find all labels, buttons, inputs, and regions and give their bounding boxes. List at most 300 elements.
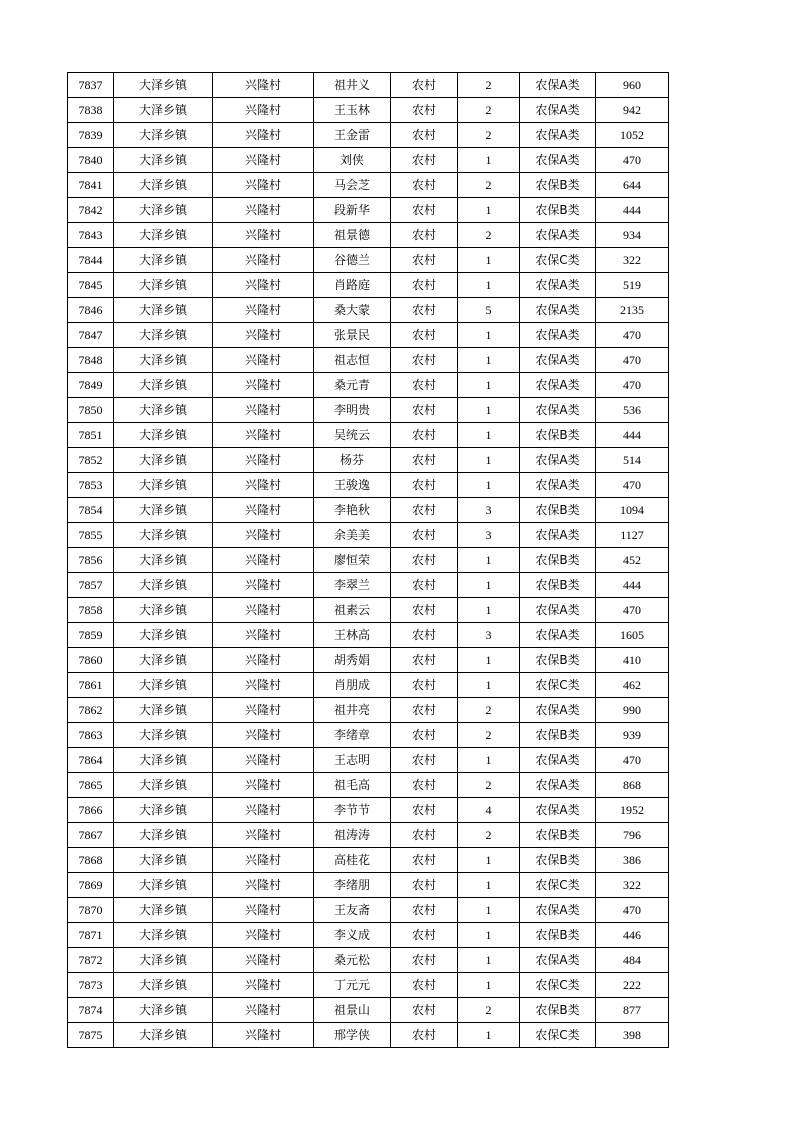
person-name-cell: 祖井义 xyxy=(314,73,391,98)
row-number-cell: 7850 xyxy=(68,398,114,423)
township-cell: 大泽乡镇 xyxy=(114,73,213,98)
row-number-cell: 7856 xyxy=(68,548,114,573)
person-name-cell: 李翠兰 xyxy=(314,573,391,598)
township-cell: 大泽乡镇 xyxy=(114,123,213,148)
township-cell: 大泽乡镇 xyxy=(114,923,213,948)
person-name-cell: 高桂花 xyxy=(314,848,391,873)
insurance-category-cell: 农保B类 xyxy=(520,173,596,198)
amount-cell: 942 xyxy=(596,98,669,123)
insurance-category-cell: 农保B类 xyxy=(520,498,596,523)
insurance-category-cell: 农保C类 xyxy=(520,873,596,898)
township-cell: 大泽乡镇 xyxy=(114,473,213,498)
row-number-cell: 7866 xyxy=(68,798,114,823)
person-name-cell: 祖志恒 xyxy=(314,348,391,373)
household-count-cell: 4 xyxy=(458,798,520,823)
village-cell: 兴隆村 xyxy=(213,623,314,648)
residence-type-cell: 农村 xyxy=(391,123,458,148)
household-count-cell: 3 xyxy=(458,623,520,648)
household-count-cell: 2 xyxy=(458,73,520,98)
table-row xyxy=(68,873,669,898)
table-row xyxy=(68,973,669,998)
table-row xyxy=(68,298,669,323)
person-name-cell: 祖毛高 xyxy=(314,773,391,798)
village-cell: 兴隆村 xyxy=(213,273,314,298)
household-count-cell: 1 xyxy=(458,473,520,498)
residence-type-cell: 农村 xyxy=(391,723,458,748)
table-row xyxy=(68,148,669,173)
township-cell: 大泽乡镇 xyxy=(114,798,213,823)
row-number-cell: 7861 xyxy=(68,673,114,698)
amount-cell: 1952 xyxy=(596,798,669,823)
person-name-cell: 杨芬 xyxy=(314,448,391,473)
township-cell: 大泽乡镇 xyxy=(114,198,213,223)
household-count-cell: 1 xyxy=(458,873,520,898)
person-name-cell: 刘侠 xyxy=(314,148,391,173)
residence-type-cell: 农村 xyxy=(391,473,458,498)
table-row xyxy=(68,673,669,698)
row-number-cell: 7849 xyxy=(68,373,114,398)
insurance-category-cell: 农保A类 xyxy=(520,98,596,123)
amount-cell: 446 xyxy=(596,923,669,948)
household-count-cell: 1 xyxy=(458,1023,520,1048)
residence-type-cell: 农村 xyxy=(391,398,458,423)
township-cell: 大泽乡镇 xyxy=(114,323,213,348)
insurance-category-cell: 农保A类 xyxy=(520,598,596,623)
table-row xyxy=(68,723,669,748)
residence-type-cell: 农村 xyxy=(391,523,458,548)
township-cell: 大泽乡镇 xyxy=(114,523,213,548)
household-count-cell: 1 xyxy=(458,923,520,948)
township-cell: 大泽乡镇 xyxy=(114,873,213,898)
amount-cell: 1094 xyxy=(596,498,669,523)
insurance-category-cell: 农保B类 xyxy=(520,573,596,598)
amount-cell: 1127 xyxy=(596,523,669,548)
insurance-category-cell: 农保B类 xyxy=(520,923,596,948)
roster-body xyxy=(68,73,669,1048)
village-cell: 兴隆村 xyxy=(213,873,314,898)
table-row xyxy=(68,823,669,848)
row-number-cell: 7846 xyxy=(68,298,114,323)
household-count-cell: 1 xyxy=(458,573,520,598)
residence-type-cell: 农村 xyxy=(391,348,458,373)
person-name-cell: 桑元青 xyxy=(314,373,391,398)
amount-cell: 514 xyxy=(596,448,669,473)
residence-type-cell: 农村 xyxy=(391,1023,458,1048)
village-cell: 兴隆村 xyxy=(213,98,314,123)
household-count-cell: 2 xyxy=(458,723,520,748)
amount-cell: 470 xyxy=(596,148,669,173)
household-count-cell: 5 xyxy=(458,298,520,323)
village-cell: 兴隆村 xyxy=(213,573,314,598)
person-name-cell: 肖朋成 xyxy=(314,673,391,698)
insurance-category-cell: 农保C类 xyxy=(520,673,596,698)
insurance-category-cell: 农保A类 xyxy=(520,398,596,423)
amount-cell: 877 xyxy=(596,998,669,1023)
row-number-cell: 7870 xyxy=(68,898,114,923)
residence-type-cell: 农村 xyxy=(391,923,458,948)
row-number-cell: 7872 xyxy=(68,948,114,973)
amount-cell: 452 xyxy=(596,548,669,573)
insurance-category-cell: 农保A类 xyxy=(520,898,596,923)
person-name-cell: 廖恒荣 xyxy=(314,548,391,573)
person-name-cell: 王林高 xyxy=(314,623,391,648)
household-count-cell: 1 xyxy=(458,273,520,298)
amount-cell: 444 xyxy=(596,573,669,598)
township-cell: 大泽乡镇 xyxy=(114,398,213,423)
row-number-cell: 7843 xyxy=(68,223,114,248)
household-count-cell: 1 xyxy=(458,348,520,373)
person-name-cell: 李绪朋 xyxy=(314,873,391,898)
person-name-cell: 胡秀娟 xyxy=(314,648,391,673)
insurance-category-cell: 农保A类 xyxy=(520,948,596,973)
row-number-cell: 7845 xyxy=(68,273,114,298)
residence-type-cell: 农村 xyxy=(391,198,458,223)
residence-type-cell: 农村 xyxy=(391,598,458,623)
household-count-cell: 1 xyxy=(458,248,520,273)
amount-cell: 644 xyxy=(596,173,669,198)
table-row xyxy=(68,748,669,773)
village-cell: 兴隆村 xyxy=(213,698,314,723)
township-cell: 大泽乡镇 xyxy=(114,648,213,673)
insurance-category-cell: 农保A类 xyxy=(520,273,596,298)
village-cell: 兴隆村 xyxy=(213,248,314,273)
insurance-category-cell: 农保A类 xyxy=(520,523,596,548)
table-row xyxy=(68,923,669,948)
household-count-cell: 1 xyxy=(458,448,520,473)
person-name-cell: 李艳秋 xyxy=(314,498,391,523)
table-row xyxy=(68,648,669,673)
village-cell: 兴隆村 xyxy=(213,323,314,348)
person-name-cell: 张景民 xyxy=(314,323,391,348)
row-number-cell: 7840 xyxy=(68,148,114,173)
table-row xyxy=(68,448,669,473)
row-number-cell: 7868 xyxy=(68,848,114,873)
person-name-cell: 祖景德 xyxy=(314,223,391,248)
township-cell: 大泽乡镇 xyxy=(114,698,213,723)
table-row xyxy=(68,798,669,823)
household-count-cell: 1 xyxy=(458,423,520,448)
village-cell: 兴隆村 xyxy=(213,598,314,623)
insurance-category-cell: 农保A类 xyxy=(520,748,596,773)
household-count-cell: 3 xyxy=(458,523,520,548)
township-cell: 大泽乡镇 xyxy=(114,173,213,198)
township-cell: 大泽乡镇 xyxy=(114,823,213,848)
village-cell: 兴隆村 xyxy=(213,373,314,398)
person-name-cell: 吴统云 xyxy=(314,423,391,448)
township-cell: 大泽乡镇 xyxy=(114,748,213,773)
person-name-cell: 邢学侠 xyxy=(314,1023,391,1048)
person-name-cell: 王友斋 xyxy=(314,898,391,923)
township-cell: 大泽乡镇 xyxy=(114,248,213,273)
amount-cell: 470 xyxy=(596,373,669,398)
table-row xyxy=(68,623,669,648)
insurance-category-cell: 农保A类 xyxy=(520,148,596,173)
table-row xyxy=(68,373,669,398)
insurance-category-cell: 农保A类 xyxy=(520,73,596,98)
table-row xyxy=(68,1023,669,1048)
township-cell: 大泽乡镇 xyxy=(114,573,213,598)
amount-cell: 462 xyxy=(596,673,669,698)
village-cell: 兴隆村 xyxy=(213,448,314,473)
township-cell: 大泽乡镇 xyxy=(114,348,213,373)
village-cell: 兴隆村 xyxy=(213,498,314,523)
row-number-cell: 7871 xyxy=(68,923,114,948)
township-cell: 大泽乡镇 xyxy=(114,723,213,748)
row-number-cell: 7851 xyxy=(68,423,114,448)
household-count-cell: 1 xyxy=(458,548,520,573)
amount-cell: 322 xyxy=(596,248,669,273)
household-count-cell: 2 xyxy=(458,223,520,248)
table-row xyxy=(68,348,669,373)
insurance-category-cell: 农保A类 xyxy=(520,223,596,248)
household-count-cell: 1 xyxy=(458,898,520,923)
row-number-cell: 7838 xyxy=(68,98,114,123)
row-number-cell: 7839 xyxy=(68,123,114,148)
township-cell: 大泽乡镇 xyxy=(114,548,213,573)
table-row xyxy=(68,198,669,223)
village-cell: 兴隆村 xyxy=(213,548,314,573)
row-number-cell: 7862 xyxy=(68,698,114,723)
person-name-cell: 谷德兰 xyxy=(314,248,391,273)
row-number-cell: 7873 xyxy=(68,973,114,998)
amount-cell: 960 xyxy=(596,73,669,98)
amount-cell: 536 xyxy=(596,398,669,423)
person-name-cell: 祖素云 xyxy=(314,598,391,623)
row-number-cell: 7848 xyxy=(68,348,114,373)
amount-cell: 939 xyxy=(596,723,669,748)
row-number-cell: 7867 xyxy=(68,823,114,848)
table-row xyxy=(68,548,669,573)
township-cell: 大泽乡镇 xyxy=(114,298,213,323)
residence-type-cell: 农村 xyxy=(391,323,458,348)
residence-type-cell: 农村 xyxy=(391,873,458,898)
person-name-cell: 桑元松 xyxy=(314,948,391,973)
row-number-cell: 7853 xyxy=(68,473,114,498)
township-cell: 大泽乡镇 xyxy=(114,223,213,248)
table-row xyxy=(68,998,669,1023)
person-name-cell: 桑大蒙 xyxy=(314,298,391,323)
amount-cell: 470 xyxy=(596,748,669,773)
person-name-cell: 段新华 xyxy=(314,198,391,223)
row-number-cell: 7855 xyxy=(68,523,114,548)
household-count-cell: 1 xyxy=(458,748,520,773)
row-number-cell: 7842 xyxy=(68,198,114,223)
residence-type-cell: 农村 xyxy=(391,373,458,398)
person-name-cell: 李义成 xyxy=(314,923,391,948)
insurance-category-cell: 农保A类 xyxy=(520,448,596,473)
insurance-category-cell: 农保B类 xyxy=(520,548,596,573)
township-cell: 大泽乡镇 xyxy=(114,1023,213,1048)
row-number-cell: 7864 xyxy=(68,748,114,773)
table-row xyxy=(68,598,669,623)
residence-type-cell: 农村 xyxy=(391,173,458,198)
township-cell: 大泽乡镇 xyxy=(114,373,213,398)
township-cell: 大泽乡镇 xyxy=(114,898,213,923)
household-count-cell: 1 xyxy=(458,848,520,873)
person-name-cell: 余美美 xyxy=(314,523,391,548)
amount-cell: 386 xyxy=(596,848,669,873)
insurance-category-cell: 农保A类 xyxy=(520,348,596,373)
insurance-category-cell: 农保A类 xyxy=(520,623,596,648)
person-name-cell: 丁元元 xyxy=(314,973,391,998)
residence-type-cell: 农村 xyxy=(391,823,458,848)
amount-cell: 519 xyxy=(596,273,669,298)
residence-type-cell: 农村 xyxy=(391,548,458,573)
village-cell: 兴隆村 xyxy=(213,723,314,748)
insurance-category-cell: 农保B类 xyxy=(520,648,596,673)
insurance-category-cell: 农保B类 xyxy=(520,423,596,448)
table-row xyxy=(68,498,669,523)
amount-cell: 398 xyxy=(596,1023,669,1048)
residence-type-cell: 农村 xyxy=(391,573,458,598)
insurance-category-cell: 农保C类 xyxy=(520,973,596,998)
residence-type-cell: 农村 xyxy=(391,448,458,473)
household-count-cell: 2 xyxy=(458,773,520,798)
township-cell: 大泽乡镇 xyxy=(114,973,213,998)
residence-type-cell: 农村 xyxy=(391,798,458,823)
table-row xyxy=(68,98,669,123)
person-name-cell: 王金雷 xyxy=(314,123,391,148)
table-row xyxy=(68,273,669,298)
row-number-cell: 7852 xyxy=(68,448,114,473)
person-name-cell: 王志明 xyxy=(314,748,391,773)
amount-cell: 1052 xyxy=(596,123,669,148)
row-number-cell: 7854 xyxy=(68,498,114,523)
village-cell: 兴隆村 xyxy=(213,798,314,823)
insurance-category-cell: 农保B类 xyxy=(520,848,596,873)
row-number-cell: 7858 xyxy=(68,598,114,623)
amount-cell: 470 xyxy=(596,348,669,373)
village-cell: 兴隆村 xyxy=(213,773,314,798)
row-number-cell: 7869 xyxy=(68,873,114,898)
household-count-cell: 2 xyxy=(458,173,520,198)
row-number-cell: 7841 xyxy=(68,173,114,198)
household-count-cell: 1 xyxy=(458,198,520,223)
row-number-cell: 7874 xyxy=(68,998,114,1023)
amount-cell: 410 xyxy=(596,648,669,673)
township-cell: 大泽乡镇 xyxy=(114,148,213,173)
row-number-cell: 7859 xyxy=(68,623,114,648)
residence-type-cell: 农村 xyxy=(391,273,458,298)
household-count-cell: 1 xyxy=(458,973,520,998)
insurance-category-cell: 农保A类 xyxy=(520,323,596,348)
residence-type-cell: 农村 xyxy=(391,623,458,648)
township-cell: 大泽乡镇 xyxy=(114,498,213,523)
household-count-cell: 2 xyxy=(458,123,520,148)
table-row xyxy=(68,698,669,723)
table-row xyxy=(68,73,669,98)
residence-type-cell: 农村 xyxy=(391,498,458,523)
residence-type-cell: 农村 xyxy=(391,223,458,248)
amount-cell: 444 xyxy=(596,423,669,448)
amount-cell: 444 xyxy=(596,198,669,223)
residence-type-cell: 农村 xyxy=(391,673,458,698)
row-number-cell: 7837 xyxy=(68,73,114,98)
residence-type-cell: 农村 xyxy=(391,298,458,323)
insurance-category-cell: 农保B类 xyxy=(520,723,596,748)
household-count-cell: 2 xyxy=(458,698,520,723)
residence-type-cell: 农村 xyxy=(391,948,458,973)
township-cell: 大泽乡镇 xyxy=(114,773,213,798)
amount-cell: 470 xyxy=(596,473,669,498)
village-cell: 兴隆村 xyxy=(213,173,314,198)
table-row xyxy=(68,948,669,973)
row-number-cell: 7857 xyxy=(68,573,114,598)
residence-type-cell: 农村 xyxy=(391,973,458,998)
insurance-category-cell: 农保A类 xyxy=(520,798,596,823)
insurance-category-cell: 农保C类 xyxy=(520,1023,596,1048)
person-name-cell: 祖井亮 xyxy=(314,698,391,723)
row-number-cell: 7863 xyxy=(68,723,114,748)
row-number-cell: 7860 xyxy=(68,648,114,673)
township-cell: 大泽乡镇 xyxy=(114,98,213,123)
village-cell: 兴隆村 xyxy=(213,1023,314,1048)
amount-cell: 868 xyxy=(596,773,669,798)
row-number-cell: 7865 xyxy=(68,773,114,798)
amount-cell: 796 xyxy=(596,823,669,848)
township-cell: 大泽乡镇 xyxy=(114,273,213,298)
household-count-cell: 1 xyxy=(458,598,520,623)
table-row xyxy=(68,223,669,248)
person-name-cell: 肖路庭 xyxy=(314,273,391,298)
residence-type-cell: 农村 xyxy=(391,423,458,448)
household-count-cell: 3 xyxy=(458,498,520,523)
amount-cell: 322 xyxy=(596,873,669,898)
row-number-cell: 7847 xyxy=(68,323,114,348)
village-cell: 兴隆村 xyxy=(213,298,314,323)
village-cell: 兴隆村 xyxy=(213,523,314,548)
person-name-cell: 王骏逸 xyxy=(314,473,391,498)
person-name-cell: 马会芝 xyxy=(314,173,391,198)
village-cell: 兴隆村 xyxy=(213,998,314,1023)
township-cell: 大泽乡镇 xyxy=(114,623,213,648)
household-count-cell: 1 xyxy=(458,148,520,173)
township-cell: 大泽乡镇 xyxy=(114,423,213,448)
village-cell: 兴隆村 xyxy=(213,123,314,148)
person-name-cell: 祖涛涛 xyxy=(314,823,391,848)
amount-cell: 1605 xyxy=(596,623,669,648)
village-cell: 兴隆村 xyxy=(213,648,314,673)
residence-type-cell: 农村 xyxy=(391,898,458,923)
village-cell: 兴隆村 xyxy=(213,823,314,848)
table-row xyxy=(68,773,669,798)
insurance-category-cell: 农保B类 xyxy=(520,198,596,223)
amount-cell: 990 xyxy=(596,698,669,723)
household-count-cell: 1 xyxy=(458,673,520,698)
household-count-cell: 2 xyxy=(458,98,520,123)
insurance-category-cell: 农保B类 xyxy=(520,998,596,1023)
village-cell: 兴隆村 xyxy=(213,948,314,973)
table-row xyxy=(68,423,669,448)
insurance-category-cell: 农保A类 xyxy=(520,773,596,798)
village-cell: 兴隆村 xyxy=(213,198,314,223)
amount-cell: 484 xyxy=(596,948,669,973)
amount-cell: 222 xyxy=(596,973,669,998)
township-cell: 大泽乡镇 xyxy=(114,848,213,873)
village-cell: 兴隆村 xyxy=(213,73,314,98)
village-cell: 兴隆村 xyxy=(213,423,314,448)
residence-type-cell: 农村 xyxy=(391,748,458,773)
residence-type-cell: 农村 xyxy=(391,998,458,1023)
table-row xyxy=(68,573,669,598)
residence-type-cell: 农村 xyxy=(391,698,458,723)
village-cell: 兴隆村 xyxy=(213,923,314,948)
person-name-cell: 王玉林 xyxy=(314,98,391,123)
insurance-category-cell: 农保A类 xyxy=(520,298,596,323)
village-cell: 兴隆村 xyxy=(213,348,314,373)
table-row xyxy=(68,523,669,548)
benefit-roster-table xyxy=(67,72,669,1048)
